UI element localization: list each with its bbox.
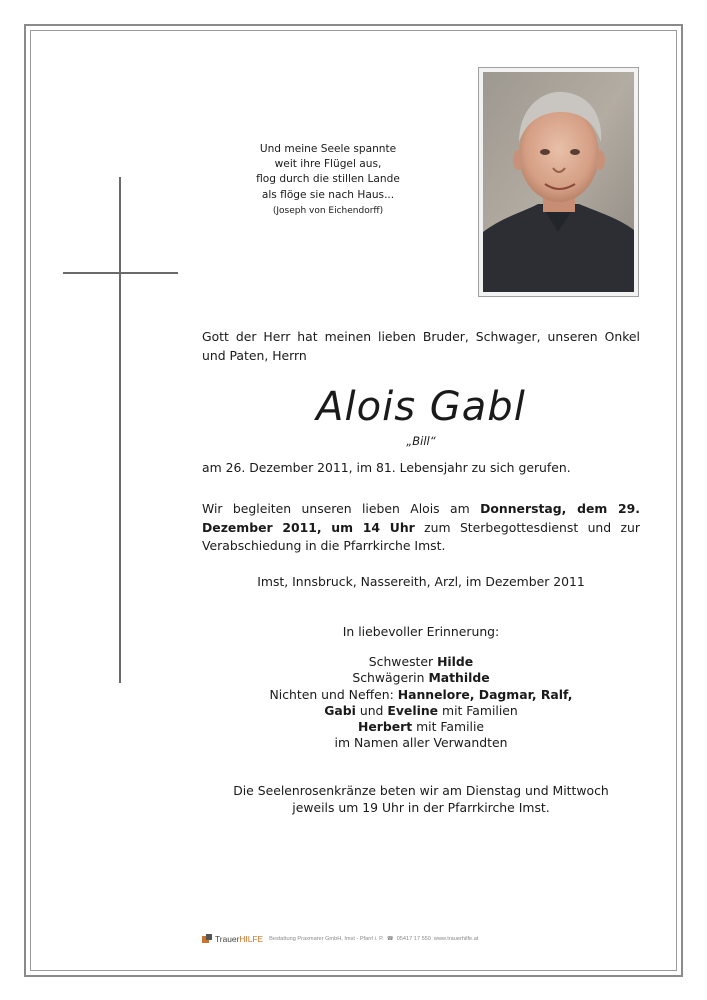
funeral-pre: Wir begleiten unseren lieben Alois am <box>202 501 470 516</box>
family-row <box>202 703 640 719</box>
deceased-name: Alois Gabl <box>316 384 526 430</box>
family-name: Hilde <box>437 654 474 669</box>
family-row <box>202 670 640 686</box>
portrait-photo <box>478 67 639 297</box>
rosary-line: jeweils um 19 Uhr in der Pfarrkirche Imst. <box>292 800 550 815</box>
brand-name: TrauerHILFE <box>215 934 264 944</box>
poem-author: (Joseph von Eichendorff) <box>272 205 384 216</box>
poem-line: als flöge sie nach Haus... <box>261 188 395 201</box>
family-list <box>202 654 640 752</box>
poem-line: Und meine Seele spannte <box>259 143 397 155</box>
family-name: Gabi <box>324 702 356 718</box>
footer <box>202 932 522 946</box>
family-row <box>202 719 640 735</box>
places-text: Imst, Innsbruck, Nassereith, Arzl, im Dezember 2011 <box>257 574 585 589</box>
website-link[interactable]: www.trauerhilfe.at <box>433 936 479 942</box>
intro-text: Gott der Herr hat meinen lieben Bruder, Schwager, unseren Onkel und Paten, Herrn <box>202 329 640 363</box>
death-text: am 26. Dezember 2011, im 81. Lebensjahr zu sich gerufen. <box>202 460 571 475</box>
family-name: Herbert <box>357 719 413 735</box>
rosary-text <box>202 782 640 816</box>
poem-line: weit ihre Flügel aus, <box>274 158 382 171</box>
family-name: Hannelore, Dagmar, Ralf, <box>397 686 573 702</box>
poem-line: flog durch die stillen Lande <box>256 173 400 186</box>
funeral-date: Donnerstag, dem 29. Dezember 2011, um 14 Uhr <box>202 501 640 535</box>
rosary-line: Die Seelenrosenkränze beten wir am Dienstag und Mittwoch <box>233 783 609 798</box>
family-row <box>202 654 640 670</box>
poem <box>240 142 416 219</box>
phone-number: 05417 17 550 <box>396 936 431 942</box>
family-connector: und <box>359 702 384 718</box>
family-relation: Schwägerin <box>352 670 425 686</box>
trauerhilfe-logo-icon <box>202 934 212 944</box>
funeral-post: zum Sterbegottesdienst und zur Verabschiedung in die Pfarrkirche Imst. <box>202 519 640 553</box>
family-row: im Namen aller Verwandten <box>334 735 508 751</box>
funeral-text <box>202 500 640 556</box>
family-relation: Schwester <box>368 654 434 669</box>
family-relation: Nichten und Neffen: <box>269 686 394 702</box>
family-row <box>202 687 640 703</box>
company-name: Bestattung Praxmarer GmbH, Imst - Pfarrl i. P. <box>269 936 384 942</box>
phone-icon: ☎ <box>386 936 394 942</box>
portrait-image <box>483 72 634 292</box>
family-suffix: mit Familien <box>442 702 518 718</box>
family-name: Mathilde <box>428 670 490 686</box>
cross-icon-horizontal <box>63 272 178 274</box>
cross-icon-vertical <box>119 177 121 683</box>
memory-heading: In liebevoller Erinnerung: <box>342 624 500 639</box>
family-suffix: mit Familie <box>416 719 485 735</box>
nickname: „Bill“ <box>406 434 436 448</box>
family-name: Eveline <box>387 702 439 718</box>
